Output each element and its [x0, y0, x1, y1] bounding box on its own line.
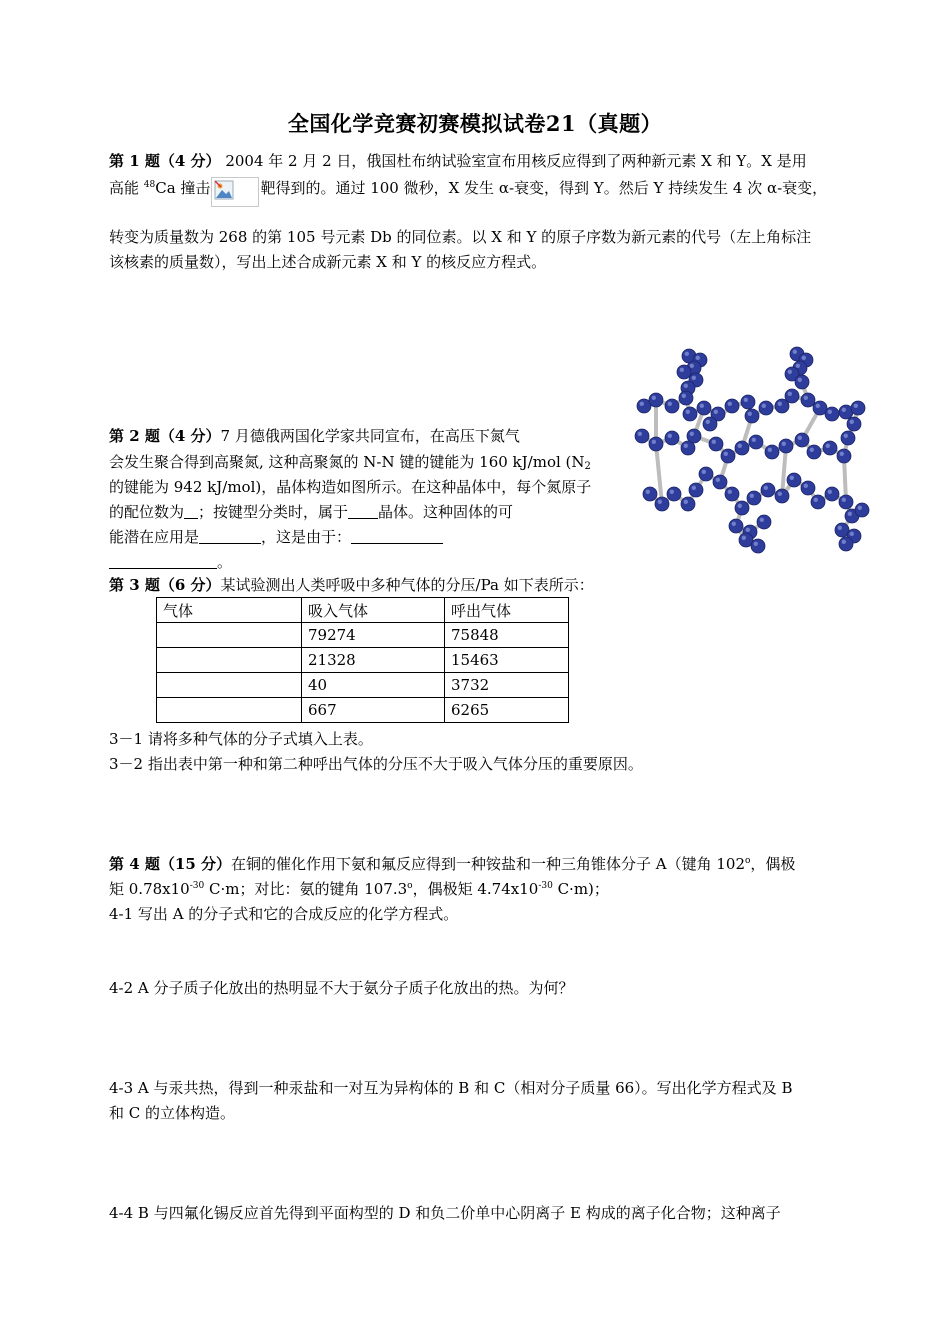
atom-highlight: [690, 432, 694, 436]
atom-highlight: [652, 396, 656, 400]
exhaled-cell: 15463: [445, 648, 569, 673]
reason-blank[interactable]: [351, 528, 443, 544]
nitrogen-atom: [697, 401, 711, 415]
atom-highlight: [804, 484, 808, 488]
q1-text-2b: Ca 撞击: [155, 179, 211, 197]
atom-highlight: [748, 412, 752, 416]
atom-highlight: [690, 364, 694, 368]
q4-sub-2: 4-2 A 分子质子化放出的热明显不大于氨分子质子化放出的热。为何？: [109, 979, 574, 997]
nitrogen-atom: [635, 429, 649, 443]
atom-highlight: [842, 408, 846, 412]
q3-sub-2: 3－2 指出表中第一种和第二种呼出气体的分压不大于吸入气体分压的重要原因。: [109, 755, 643, 773]
nitrogen-atom: [787, 473, 801, 487]
exhaled-cell: 3732: [445, 673, 569, 698]
atom-highlight: [850, 532, 854, 536]
atom-highlight: [738, 504, 742, 508]
gas-formula-cell[interactable]: [157, 698, 302, 723]
atom-highlight: [798, 436, 802, 440]
q1-text-2c: 靶得到的。通过 100 微秒，X 发生 α-衰变，得到 Y。然后 Y 持续发生 4 次 α-衰变，: [260, 179, 828, 197]
n2-subscript: 2: [584, 461, 591, 472]
atom-highlight: [685, 352, 689, 356]
atom-highlight: [716, 478, 720, 482]
atom-highlight: [828, 490, 832, 494]
q2-line-1: [109, 425, 520, 447]
table-row: [157, 623, 569, 648]
atom-highlight: [793, 350, 797, 354]
table-row: [157, 698, 569, 723]
atom-highlight: [854, 404, 858, 408]
atom-highlight: [670, 490, 674, 494]
atom-highlight: [692, 486, 696, 490]
degree-sign: o: [407, 881, 413, 891]
atom-highlight: [668, 434, 672, 438]
polymeric-nitrogen-crystal-figure: [632, 344, 872, 554]
q2-text-4a: 的配位数为: [109, 503, 185, 521]
table-header-exhaled: 呼出气体: [445, 598, 569, 623]
q1-text-1: 2004 年 2 月 2 日，俄国杜布纳试验室宣布用核反应得到了两种新元素 X 和 Y。X 是用: [220, 152, 807, 170]
nitrogen-atom: [839, 537, 853, 551]
q1-line-3: 转变为质量数为 268 的第 105 号元素 Db 的同位素。以 X 和 Y 的原子序数为新元素的代号（左上角标注: [109, 228, 812, 246]
nitrogen-atom: [649, 437, 663, 451]
atom-highlight: [684, 444, 688, 448]
nitrogen-atom: [735, 501, 749, 515]
gas-pressure-table: [156, 597, 569, 723]
atom-highlight: [696, 356, 700, 360]
atom-highlight: [744, 398, 748, 402]
gas-formula-cell[interactable]: [157, 623, 302, 648]
nitrogen-atom: [689, 483, 703, 497]
inhaled-cell: 40: [302, 673, 445, 698]
atom-highlight: [728, 402, 732, 406]
nitrogen-atom: [801, 481, 815, 495]
reason-blank-continued[interactable]: [109, 553, 217, 569]
nitrogen-atom: [683, 407, 697, 421]
nitrogen-atom: [823, 441, 837, 455]
nitrogen-atom: [687, 429, 701, 443]
atom-highlight: [742, 536, 746, 540]
nitrogen-atom: [741, 395, 755, 409]
exponent: -30: [538, 881, 553, 891]
ca-mass-number: 48: [143, 180, 156, 190]
atom-highlight: [682, 394, 686, 398]
nitrogen-atom: [699, 467, 713, 481]
q2-line-6: [109, 551, 232, 573]
table-row: [157, 648, 569, 673]
nitrogen-atom: [841, 431, 855, 445]
atom-highlight: [826, 444, 830, 448]
q2-text-2: 会发生聚合得到高聚氮, 这种高聚氮的 N-N 键的键能为 160 kJ/mol (N: [109, 453, 585, 471]
q2-text-6: 。: [217, 553, 233, 571]
atom-highlight: [686, 410, 690, 414]
atom-highlight: [838, 526, 842, 530]
nitrogen-atom: [807, 445, 821, 459]
atom-highlight: [638, 432, 642, 436]
q2-text-5a: 能潜在应用是: [109, 528, 200, 546]
nitrogen-atom: [825, 487, 839, 501]
q4-sub-3-line-1: 4-3 A 与汞共热，得到一种汞盐和一对互为异构体的 B 和 C（相对分子质量 66）。写出化学方程式及 B: [109, 1079, 793, 1097]
nitrogen-atom: [761, 483, 775, 497]
atom-highlight: [796, 364, 800, 368]
atom-highlight: [754, 542, 758, 546]
q3-label: 第 3 题（6 分）: [109, 576, 221, 594]
q4-sub-1: 4-1 写出 A 的分子式和它的合成反应的化学方程式。: [109, 905, 459, 923]
exponent: -30: [189, 881, 205, 891]
atom-highlight: [750, 494, 754, 498]
q3-sub-1: 3－1 请将多种气体的分子式填入上表。: [109, 730, 373, 748]
table-header-gas: 气体: [157, 598, 302, 623]
nitrogen-atom: [681, 497, 695, 511]
atom-highlight: [738, 444, 742, 448]
atom-highlight: [752, 438, 756, 442]
gas-formula-cell[interactable]: [157, 673, 302, 698]
atom-highlight: [692, 376, 696, 380]
nitrogen-atom: [729, 519, 743, 533]
q1-label: 第 1 题（4 分）: [109, 152, 221, 170]
nitrogen-atom: [795, 433, 809, 447]
atom-highlight: [828, 410, 832, 414]
q4-text-2a: 矩 0.78x10: [109, 880, 190, 898]
q4-text-2d: C·m)；: [552, 880, 609, 898]
q4-text-2c: ，偶极矩 4.74x10: [412, 880, 539, 898]
nitrogen-atom: [757, 515, 771, 529]
q4-text-2b: C·m；对比：氨的键角 107.3: [204, 880, 408, 898]
nitrogen-atom: [751, 539, 765, 553]
exhaled-cell: 6265: [445, 698, 569, 723]
q2-label: 第 2 题（4 分）: [109, 427, 221, 445]
q3-intro: 某试验测出人类呼吸中多种气体的分压/Pa 如下表所示：: [220, 576, 594, 594]
q1-line-1: [109, 150, 807, 172]
atom-highlight: [684, 500, 688, 504]
atom-highlight: [802, 356, 806, 360]
atom-highlight: [790, 476, 794, 480]
atom-highlight: [712, 440, 716, 444]
atom-highlight: [842, 540, 846, 544]
q4-text-1a: 在铜的催化作用下氨和氟反应得到一种铵盐和一种三角锥体分子 A（键角 102: [230, 855, 745, 873]
atom-highlight: [706, 420, 710, 424]
atom-highlight: [768, 448, 772, 452]
nitrogen-atom: [709, 437, 723, 451]
atom-highlight: [858, 506, 862, 510]
atom-highlight: [652, 440, 656, 444]
nitrogen-atom: [703, 417, 717, 431]
nitrogen-atom: [665, 399, 679, 413]
q2-line-4: [109, 501, 513, 523]
nitrogen-atom: [801, 393, 815, 407]
atom-highlight: [764, 486, 768, 490]
nitrogen-atom: [721, 449, 735, 463]
degree-sign: o: [745, 856, 751, 866]
exhaled-cell: 75848: [445, 623, 569, 648]
nitrogen-atom: [725, 487, 739, 501]
nitrogen-atom: [667, 487, 681, 501]
q1-line-2: [109, 177, 827, 207]
atom-highlight: [728, 490, 732, 494]
nitrogen-atom: [677, 365, 691, 379]
atom-highlight: [842, 498, 846, 502]
atom-highlight: [658, 500, 662, 504]
atom-highlight: [848, 512, 852, 516]
atom-highlight: [788, 392, 792, 396]
q2-line-3: 的键能为 942 kJ/mol)，晶体构造如图所示。在这种晶体中，每个氮原子: [109, 478, 592, 496]
atom-highlight: [680, 368, 684, 372]
atom-highlight: [760, 518, 764, 522]
atom-highlight: [782, 442, 786, 446]
nitrogen-atom: [775, 489, 789, 503]
crystal-type-blank[interactable]: [348, 503, 378, 519]
table-row: [157, 673, 569, 698]
nitrogen-atom: [759, 401, 773, 415]
atom-highlight: [700, 404, 704, 408]
atom-highlight: [668, 402, 672, 406]
q4-label: 第 4 题（15 分）: [109, 855, 231, 873]
atom-highlight: [788, 370, 792, 374]
q4-text-1b: ，偶极: [750, 855, 796, 873]
atom-highlight: [646, 490, 650, 494]
nitrogen-atom: [643, 487, 657, 501]
nitrogen-atom: [725, 399, 739, 413]
q2-text-1: 7 月德俄两国化学家共同宣布，在高压下氮气: [220, 427, 520, 445]
atom-highlight: [762, 404, 766, 408]
nitrogen-atom: [665, 431, 679, 445]
atom-highlight: [778, 402, 782, 406]
nitrogen-atom: [765, 445, 779, 459]
nitrogen-atom: [749, 435, 763, 449]
nitrogen-atom: [735, 441, 749, 455]
atom-highlight: [798, 378, 802, 382]
inhaled-cell: 21328: [302, 648, 445, 673]
nitrogen-atom: [847, 417, 861, 431]
nitrogen-atom: [655, 497, 669, 511]
inhaled-cell: 79274: [302, 623, 445, 648]
atom-highlight: [778, 492, 782, 496]
atom-highlight: [814, 498, 818, 502]
inhaled-cell: 667: [302, 698, 445, 723]
page-title: 全国化学竞赛初赛模拟试卷21（真题）: [287, 111, 663, 136]
nitrogen-atom: [795, 375, 809, 389]
atom-highlight: [844, 434, 848, 438]
atom-highlight: [746, 528, 750, 532]
nitrogen-atom: [851, 401, 865, 415]
broken-image-icon: [211, 177, 259, 207]
nitrogen-atom: [811, 495, 825, 509]
atom-highlight: [850, 420, 854, 424]
nitrogen-atom: [747, 491, 761, 505]
q3-line-1: [109, 574, 594, 596]
nitrogen-atom: [785, 389, 799, 403]
q2-line-2: [109, 451, 591, 473]
nitrogen-atom: [779, 439, 793, 453]
q1-line-4: 该核素的质量数），写出上述合成新元素 X 和 Y 的核反应方程式。: [109, 253, 547, 271]
application-blank[interactable]: [199, 528, 261, 544]
atom-highlight: [684, 384, 688, 388]
atom-highlight: [714, 410, 718, 414]
q4-line-2: [109, 878, 609, 900]
table-header-inhaled: 吸入气体: [302, 598, 445, 623]
table-header-row: [157, 598, 569, 623]
gas-formula-cell[interactable]: [157, 648, 302, 673]
nitrogen-atom: [839, 495, 853, 509]
atom-highlight: [816, 404, 820, 408]
q2-line-5: [109, 526, 443, 548]
atom-highlight: [804, 396, 808, 400]
q4-sub-3-line-2: 和 C 的立体构造。: [109, 1104, 236, 1122]
atom-highlight: [702, 470, 706, 474]
nitrogen-atom: [713, 475, 727, 489]
q2-text-4c: 晶体。这种固体的可: [378, 503, 514, 521]
atom-highlight: [640, 402, 644, 406]
q4-sub-4: 4-4 B 与四氟化锡反应首先得到平面构型的 D 和负二价单中心阴离子 E 构成的离子化合物；这种离子: [109, 1204, 781, 1222]
nitrogen-atom: [649, 393, 663, 407]
atom-highlight: [840, 452, 844, 456]
nitrogen-atom: [855, 503, 869, 517]
nitrogen-atom: [745, 409, 759, 423]
atom-highlight: [810, 448, 814, 452]
coordination-blank[interactable]: [184, 503, 198, 519]
atom-highlight: [732, 522, 736, 526]
nitrogen-atom: [837, 449, 851, 463]
q2-text-4b: ；按键型分类时，属于: [198, 503, 349, 521]
atom-highlight: [724, 452, 728, 456]
q4-line-1: [109, 853, 795, 875]
q2-text-5b: ，这是由于：: [261, 528, 352, 546]
nitrogen-atom: [825, 407, 839, 421]
nitrogen-atom: [679, 391, 693, 405]
q1-text-2a: 高能: [109, 179, 144, 197]
